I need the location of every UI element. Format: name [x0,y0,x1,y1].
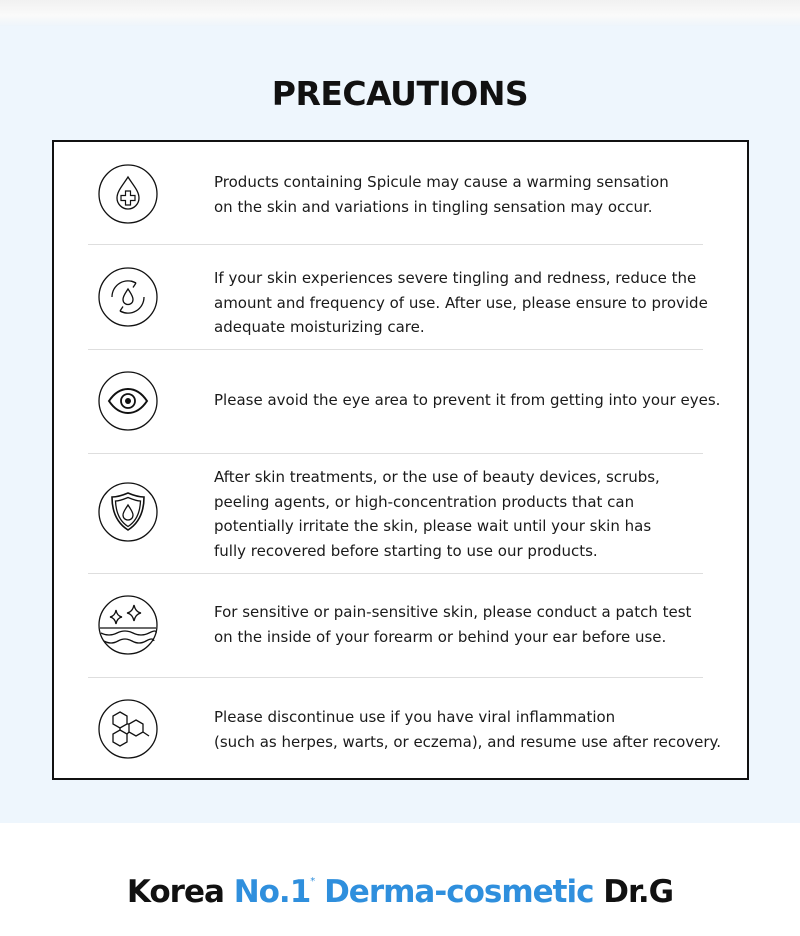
precaution-text-5: For sensitive or pain-sensitive skin, please conduct a patch test on the inside of your forearm or behind your ear before use. [214,603,692,646]
top-texture-strip [0,0,800,26]
precaution-text-2: If your skin experiences severe tingling and redness, reduce the amount and frequency of use. After use, please ensure to provide adequate moisturizing care. [214,269,708,336]
divider [88,573,703,574]
precaution-item-4 [54,468,747,560]
precaution-item-5 [54,595,747,657]
precaution-text-6: Please discontinue use if you have viral inflammation (such as herpes, warts, or eczema), and resume use after recovery. [214,708,722,751]
precautions-box [52,140,749,780]
divider [88,244,703,245]
precaution-item-2 [54,267,747,336]
precaution-text-3: Please avoid the eye area to prevent it from getting into your eyes. [214,391,721,409]
cycle-drop-icon [98,267,158,327]
tagline-korea: Korea [126,874,224,910]
skin-layer-sparkle-icon [98,595,158,655]
brand-tagline [0,874,800,910]
page-title: PRECAUTIONS [271,74,529,113]
precaution-item-6 [54,699,747,761]
eye-icon [98,371,158,431]
divider [88,453,703,454]
precaution-item-1 [54,164,747,224]
precaution-text-1: Products containing Spicule may cause a warming sensation on the skin and variations in tingling sensation may occur. [214,173,669,216]
precaution-text-4: After skin treatments, or the use of beauty devices, scrubs, peeling agents, or high-concentration products that can potentially irritate the skin, please wait until your skin has fully recovered before starting to use our products. [214,468,660,560]
hexagon-molecule-icon [98,699,158,759]
brand-name: Dr.G [603,874,674,910]
tagline-asterisk: * [310,876,315,887]
tagline-derma: Derma-cosmetic [324,874,594,910]
shield-drop-icon [98,482,158,542]
precaution-item-3 [54,371,747,433]
drop-cross-icon [98,164,158,224]
divider [88,677,703,678]
divider [88,349,703,350]
tagline-no1: No.1* [233,874,315,910]
